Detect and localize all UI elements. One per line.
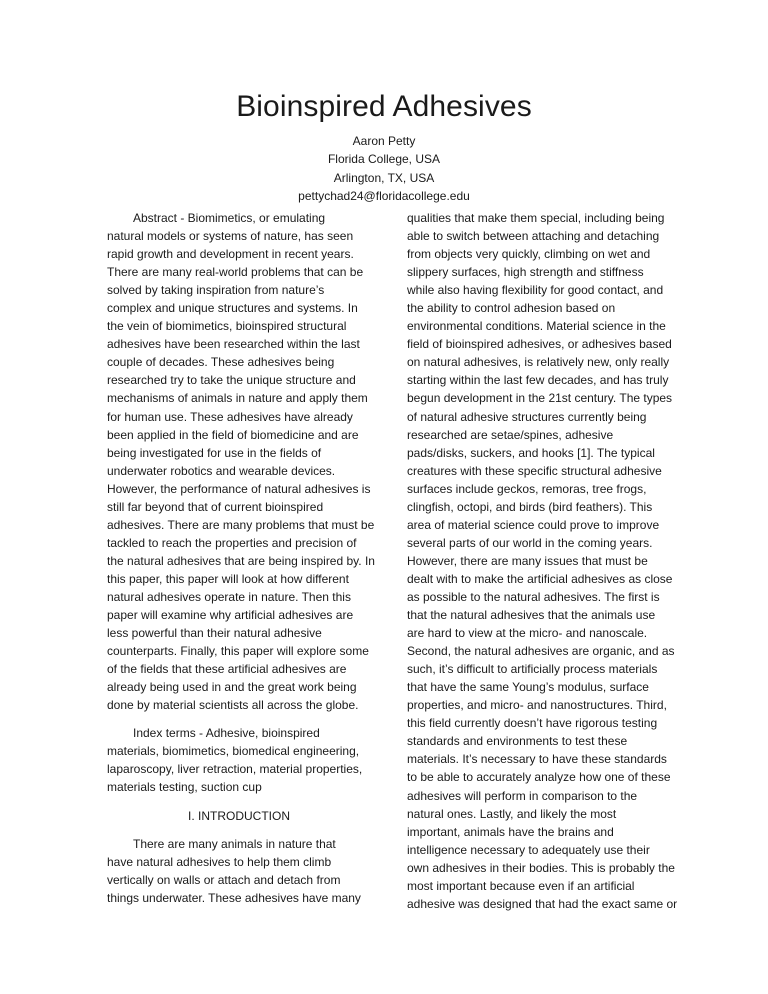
body-line: most important because even if an artificial [407, 878, 635, 893]
body-line: materials. It’s necessary to have these standards [407, 752, 667, 767]
body-line: that have the same Young’s modulus, surface [407, 680, 649, 695]
author-email: pettychad24@floridacollege.edu [298, 188, 470, 203]
body-line: researched are setae/spines, adhesive [407, 427, 614, 442]
abstract-line: underwater robotics and wearable devices. [107, 463, 336, 478]
abstract-line: mechanisms of animals in nature and apply them [107, 391, 368, 406]
intro-line: have natural adhesives to help them climb [107, 854, 332, 869]
author-affiliation: Florida College, USA [327, 152, 441, 167]
body-line: clingfish, octopi, and birds (bird feathers). This [407, 499, 653, 514]
abstract-line: the natural adhesives that are being inspired by. In [107, 553, 375, 568]
body-line: surfaces include geckos, remoras, tree frogs, [407, 481, 647, 496]
body-line: properties, and micro- and nanostructures. Third, [407, 698, 667, 713]
intro-line: There are many animals in nature that [133, 836, 336, 851]
abstract-line: natural adhesives operate in nature. Then this [107, 589, 351, 604]
body-line: field of bioinspired adhesives, or adhesives based [407, 337, 672, 352]
author-location: Arlington, TX, USA [333, 170, 435, 185]
body-line: while also having flexibility for good contact, and [407, 283, 664, 298]
body-line: starting within the last few decades, and has truly [407, 373, 669, 388]
body-line: from objects very quickly, climbing on wet and [407, 247, 651, 262]
abstract-line: the vein of biomimetics, bioinspired structural [107, 319, 347, 334]
body-line: area of material science could prove to improve [407, 517, 660, 532]
abstract-line: this paper, this paper will look at how different [107, 571, 349, 586]
abstract-line: less powerful than their natural adhesive [107, 626, 322, 641]
abstract-line: of the fields that these artificial adhesives are [107, 662, 347, 677]
right-column [407, 209, 678, 913]
body-line: Second, the natural adhesives are organic, and as [407, 644, 675, 659]
index-terms-paragraph [107, 724, 371, 796]
abstract-line: counterparts. Finally, this paper will explore some [107, 644, 369, 659]
abstract-line: complex and unique structures and systems. In [107, 301, 358, 316]
abstract-line: been applied in the field of biomedicine and are [107, 427, 359, 442]
body-line: this field currently doesn’t have rigorous testing [407, 716, 658, 731]
abstract-line: researched try to take the unique structure and [107, 373, 356, 388]
body-line: adhesive was designed that had the exact same or [407, 896, 678, 911]
abstract-line: done by material scientists all across the globe. [107, 698, 359, 713]
body-line: the ability to control adhesion based on [407, 301, 616, 316]
abstract-line: being investigated for use in the fields of [107, 445, 322, 460]
body-line: on natural adhesives, is relatively new, only really [407, 355, 670, 370]
body-line: natural ones. Lastly, and likely the most [407, 806, 617, 821]
body-line: pads/disks, suckers, and hooks [1]. The typical [407, 445, 655, 460]
abstract-line: adhesives. There are many problems that must be [107, 517, 375, 532]
body-line: such, it’s difficult to artificially process materials [407, 662, 658, 677]
abstract-line: couple of decades. These adhesives being [107, 355, 335, 370]
body-line: However, there are many issues that must be [407, 553, 648, 568]
intro-line: vertically on walls or attach and detach from [107, 872, 341, 887]
abstract-line: adhesives have been researched within the last [107, 337, 360, 352]
intro-continued-paragraph [407, 209, 678, 913]
body-line: as possible to the natural adhesives. The first is [407, 589, 660, 604]
section-heading: I. INTRODUCTION [188, 808, 290, 823]
abstract-paragraph [107, 209, 375, 714]
body-line: adhesives will perform in comparison to the [407, 788, 638, 803]
abstract-line: already being used in and the great work being [107, 680, 357, 695]
abstract-line: tackled to reach the properties and precision of [107, 535, 357, 550]
abstract-line: rapid growth and development in recent years. [107, 247, 354, 262]
body-line: that the natural adhesives that the animals use [407, 608, 656, 623]
body-line: important, animals have the brains and [407, 824, 614, 839]
abstract-line: still far beyond that of current bioinspired [107, 499, 324, 514]
paper-title: Bioinspired Adhesives [236, 90, 532, 123]
abstract-line: natural models or systems of nature, has seen [107, 229, 354, 244]
intro-paragraph [107, 835, 371, 907]
body-line: slippery surfaces, high strength and stiffness [407, 265, 644, 280]
body-line: several parts of our world in the coming years. [407, 535, 653, 550]
abstract-line: paper will examine why artificial adhesives are [107, 608, 354, 623]
body-line: creatures with these specific structural adhesive [407, 463, 662, 478]
body-line: able to switch between attaching and detaching [407, 229, 660, 244]
left-column [107, 209, 375, 907]
abstract-line: solved by taking inspiration from nature’s [107, 283, 325, 298]
body-line: own adhesives in their bodies. This is probably the [407, 860, 675, 875]
author-block [0, 132, 768, 205]
body-line: begun development in the 21st century. The types [407, 391, 673, 406]
index-terms-line: Index terms - Adhesive, bioinspired [133, 726, 320, 741]
abstract-line: Abstract - Biomimetics, or emulating [133, 211, 326, 225]
body-line: standards and environments to test these [407, 734, 628, 749]
body-line: to be able to accurately analyze how one of these [407, 770, 671, 785]
index-terms-line: materials, biomimetics, biomedical engineering, [107, 744, 360, 759]
author-name: Aaron Petty [352, 134, 416, 148]
body-line: environmental conditions. Material science in the [407, 319, 666, 334]
index-terms-line: laparoscopy, liver retraction, material properties, [107, 762, 363, 777]
body-line: dealt with to make the artificial adhesives as close [407, 571, 673, 586]
index-terms-line: materials testing, suction cup [107, 780, 262, 795]
body-line: intelligence necessary to adequately use their [407, 842, 650, 857]
abstract-line: for human use. These adhesives have already [107, 409, 353, 424]
body-line: qualities that make them special, including being [407, 211, 665, 225]
abstract-line: There are many real-world problems that can be [107, 265, 364, 280]
body-line: are hard to view at the micro- and nanoscale. [407, 626, 648, 641]
intro-line: things underwater. These adhesives have many [107, 890, 361, 905]
body-line: of natural adhesive structures currently being [407, 409, 647, 424]
abstract-line: However, the performance of natural adhesives is [107, 481, 371, 496]
